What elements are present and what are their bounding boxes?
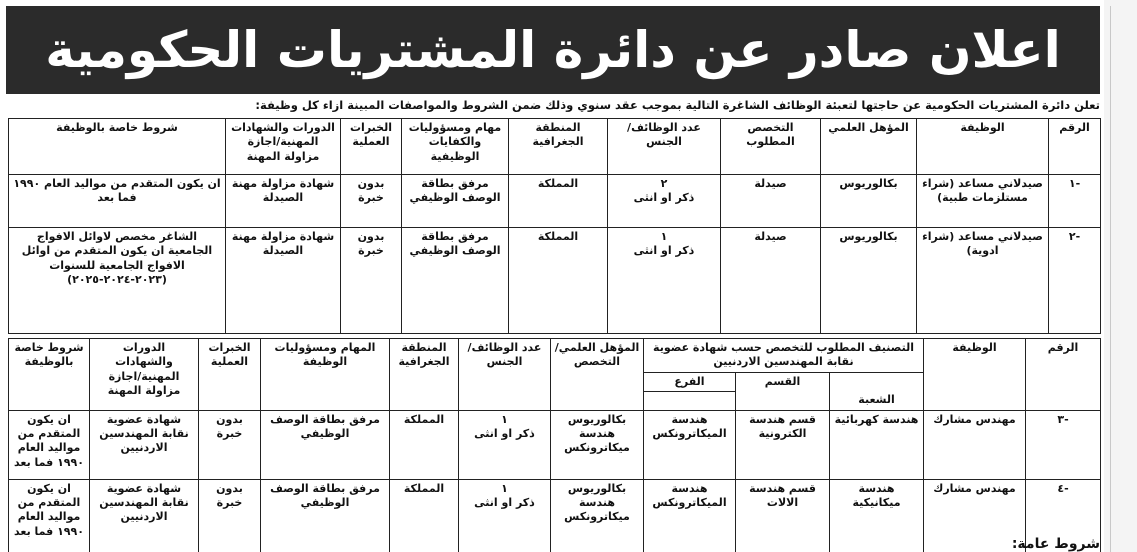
row-tasks: مرفق بطاقة الوصف الوظيفي: [402, 228, 509, 334]
row-division: هندسة كهربائية: [830, 410, 924, 479]
row-courses: شهادة عضوية نقابة المهندسين الاردنيين: [90, 410, 199, 479]
row-gender: ذكر او انثى: [474, 495, 535, 509]
row-courses: شهادة مزاولة مهنة الصيدلة: [226, 228, 341, 334]
row-job: صيدلاني مساعد (شراء مستلزمات طبية): [917, 175, 1049, 228]
header-cond: شروط خاصة بالوظيفة: [9, 339, 90, 411]
row-count-cell: [459, 410, 551, 479]
row-num: -٣: [1026, 410, 1101, 479]
row-spec: صيدلة: [721, 228, 821, 334]
header-courses: الدورات والشهادات المهنية/اجازة مزاولة المهنة: [226, 119, 341, 175]
intro-text: تعلن دائرة المشتريات الحكومية عن حاجتها لتعبئة الوظائف الشاغرة التالية بموجب عقد سنوي وذلك ضمن الشروط والمواصفات المبينة ازاء كل وظيفة:: [255, 98, 1100, 112]
header-tasks: مهام ومسؤوليات والكفايات الوظيفية: [402, 119, 509, 175]
row-qual: بكالوريوس: [821, 228, 917, 334]
row-num: -٢: [1049, 228, 1101, 334]
page-edge-line: [1110, 6, 1111, 552]
row-tasks: مرفق بطاقة الوصف الوظيفي: [261, 410, 390, 479]
row-cond: ان يكون المتقدم من مواليد العام ١٩٩٠ فما بعد: [9, 175, 226, 228]
row-qual: بكالوريوس هندسة ميكاترونكس: [551, 410, 644, 479]
header-region: المنطقة الجغرافية: [390, 339, 459, 411]
row-count-cell: [608, 175, 721, 228]
header-spec: التخصص المطلوب: [721, 119, 821, 175]
row-qual: بكالوريوس هندسة ميكاترونكس: [551, 479, 644, 552]
row-tasks: مرفق بطاقة الوصف الوظيفي: [261, 479, 390, 552]
header-tasks: المهام ومسؤوليات الوظيفة: [261, 339, 390, 411]
row-cond: ان يكون المتقدم من مواليد العام ١٩٩٠ فما بعد: [9, 410, 90, 479]
header-exp: الخبرات العملية: [341, 119, 402, 175]
row-region: المملكة: [390, 479, 459, 552]
row-department: قسم هندسة الالات: [736, 479, 830, 552]
header-count: عدد الوظائف/الجنس: [608, 119, 721, 175]
table-row: [9, 410, 1101, 479]
row-exp: بدون خبرة: [199, 479, 261, 552]
table-header-row: [9, 119, 1101, 175]
header-department: القسم: [736, 372, 830, 410]
header-qual: المؤهل العلمي/ التخصص: [551, 339, 644, 411]
row-exp: بدون خبرة: [341, 228, 402, 334]
header-num: الرقم: [1049, 119, 1101, 175]
row-count: ١: [501, 481, 508, 495]
row-region: المملكة: [390, 410, 459, 479]
row-region: المملكة: [509, 175, 608, 228]
row-division: هندسة ميكانيكية: [830, 479, 924, 552]
row-branch: هندسة الميكاترونكس: [644, 479, 736, 552]
header-division: الشعبة: [830, 391, 924, 410]
table-row: [9, 175, 1101, 228]
row-job: صيدلاني مساعد (شراء ادوية): [917, 228, 1049, 334]
row-count: ٢: [660, 177, 668, 190]
row-job: مهندس مشارك: [924, 410, 1026, 479]
header-courses: الدورات والشهادات المهنية/اجازة مزاولة المهنة: [90, 339, 199, 411]
row-gender: ذكر او انثى: [474, 426, 535, 440]
row-spec: صيدلة: [721, 175, 821, 228]
header-cond: شروط خاصة بالوظيفة: [9, 119, 226, 175]
header-qual: المؤهل العلمي: [821, 119, 917, 175]
row-courses: شهادة مزاولة مهنة الصيدلة: [226, 175, 341, 228]
row-cond: ان يكون المتقدم من مواليد العام ١٩٩٠ فما بعد: [9, 479, 90, 552]
row-num: -١: [1049, 175, 1101, 228]
general-conditions-heading: شروط عامة:: [1011, 536, 1100, 552]
row-exp: بدون خبرة: [199, 410, 261, 479]
row-exp: بدون خبرة: [341, 175, 402, 228]
header-classification: التصنيف المطلوب للتخصص حسب شهادة عضوية نقابة المهندسين الاردنيين: [644, 339, 924, 373]
engineer-jobs-table: [8, 338, 1101, 552]
header-exp: الخبرات العملية: [199, 339, 261, 411]
row-job: مهندس مشارك: [924, 479, 1026, 552]
row-gender: ذكر او انثى: [633, 191, 695, 205]
row-qual: بكالوريوس: [821, 175, 917, 228]
row-courses: شهادة عضوية نقابة المهندسين الاردنيين: [90, 479, 199, 552]
row-gender: ذكر او انثى: [633, 244, 695, 258]
announcement-banner: [6, 6, 1100, 94]
row-cond: الشاغر مخصص لاوائل الافواج الجامعية ان يكون المتقدم من اوائل الافواج الجامعية للسنوات (٢٠٢٣-٢٠٢٤-٢٠٢٥): [9, 228, 226, 334]
page-edge: [1104, 0, 1137, 552]
table-row: [9, 228, 1101, 334]
row-tasks: مرفق بطاقة الوصف الوظيفي: [402, 175, 509, 228]
row-num: -٤: [1026, 479, 1101, 552]
pharmacist-jobs-table: [8, 118, 1101, 334]
header-branch: الفرع: [644, 372, 736, 391]
row-region: المملكة: [509, 228, 608, 334]
header-region: المنطقة الجغرافية: [509, 119, 608, 175]
row-department: قسم هندسة الكترونية: [736, 410, 830, 479]
header-job: الوظيفة: [917, 119, 1049, 175]
row-branch: هندسة الميكاترونكس: [644, 410, 736, 479]
header-job: الوظيفة: [924, 339, 1026, 411]
row-count: ١: [660, 230, 668, 243]
row-count: ١: [501, 412, 508, 426]
table-header-row: [9, 339, 1101, 373]
banner-title: اعلان صادر عن دائرة المشتريات الحكومية: [45, 21, 1061, 79]
header-num: الرقم: [1026, 339, 1101, 411]
header-count: عدد الوظائف/ الجنس: [459, 339, 551, 411]
row-count-cell: [608, 228, 721, 334]
